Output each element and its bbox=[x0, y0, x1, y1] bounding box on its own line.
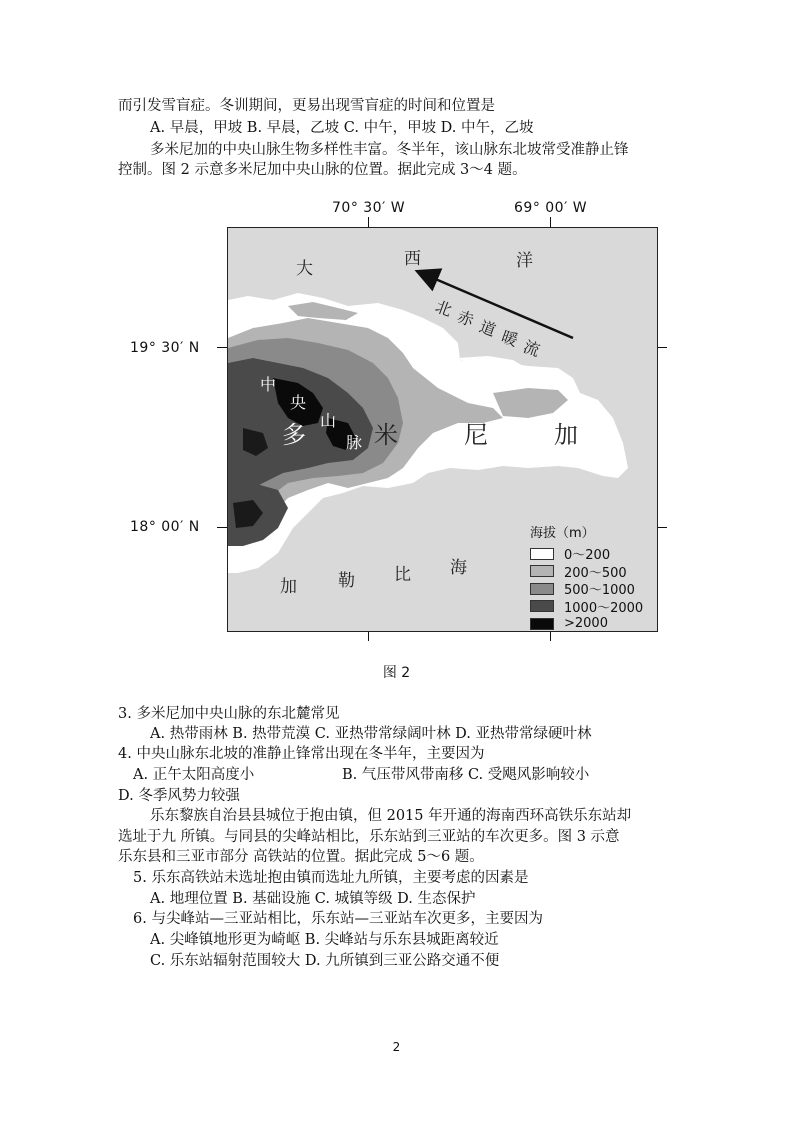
legend-item bbox=[530, 563, 650, 581]
legend-label: >2000 bbox=[564, 616, 608, 632]
question-5: 5. 乐东高铁站未选址抱由镇而选址九所镇，主要考虑的因素是 bbox=[133, 870, 529, 886]
legend-item bbox=[530, 615, 650, 632]
tick-mark bbox=[657, 527, 667, 528]
question-6: 6. 与尖峰站—三亚站相比，乐东站—三亚站车次更多，主要因为 bbox=[133, 911, 543, 927]
ocean-label: 大 bbox=[296, 259, 313, 279]
current-label: 道 bbox=[476, 316, 499, 341]
current-label: 流 bbox=[520, 336, 543, 361]
ocean-label: 西 bbox=[404, 249, 421, 269]
question-option: D. 冬季风势力较强 bbox=[118, 788, 240, 804]
country-label: 米 bbox=[374, 421, 398, 449]
tick-mark bbox=[368, 217, 369, 227]
sea-label: 加 bbox=[280, 577, 297, 597]
question-option: B. 气压带风带南移 C. 受飓风影响较小 bbox=[342, 767, 590, 783]
legend-item bbox=[530, 598, 650, 616]
legend-swatch bbox=[530, 548, 554, 560]
latitude-label-bottom: 18° 00′ N bbox=[130, 519, 200, 535]
mountain-label: 山 bbox=[320, 411, 337, 430]
legend-swatch bbox=[530, 618, 554, 630]
legend-item bbox=[530, 545, 650, 563]
text-line: 乐东县和三亚市部分 高铁站的位置。据此完成 5～6 题。 bbox=[118, 849, 484, 865]
country-label: 加 bbox=[554, 421, 578, 449]
tick-mark bbox=[368, 631, 369, 641]
tick-mark bbox=[217, 527, 227, 528]
current-label: 赤 bbox=[454, 306, 477, 331]
legend-label: 500～1000 bbox=[564, 583, 635, 599]
legend-swatch bbox=[530, 600, 554, 612]
question-3: 3. 多米尼加中央山脉的东北麓常见 bbox=[118, 706, 340, 722]
text-line: 多米尼加的中央山脉生物多样性丰富。冬半年，该山脉东北坡常受准静止锋 bbox=[150, 142, 629, 158]
legend-swatch bbox=[530, 565, 554, 577]
country-label: 多 bbox=[282, 421, 306, 449]
longitude-label-left: 70° 30′ W bbox=[332, 200, 406, 216]
longitude-label-right: 69° 00′ W bbox=[514, 200, 588, 216]
elevation-legend bbox=[530, 522, 650, 632]
legend-item bbox=[530, 580, 650, 598]
dominican-map bbox=[227, 227, 658, 632]
legend-label: 200～500 bbox=[564, 565, 627, 581]
tick-mark bbox=[657, 347, 667, 348]
tick-mark bbox=[550, 631, 551, 641]
legend-label: 1000～2000 bbox=[564, 600, 644, 616]
text-line: 而引发雪盲症。冬训期间，更易出现雪盲症的时间和位置是 bbox=[118, 98, 495, 114]
country-label: 尼 bbox=[464, 421, 488, 449]
mountain-label: 脉 bbox=[346, 433, 363, 452]
tick-mark bbox=[550, 217, 551, 227]
text-line: 控制。图 2 示意多米尼加中央山脉的位置。据此完成 3～4 题。 bbox=[118, 162, 527, 178]
question-options: C. 乐东站辐射范围较大 D. 九所镇到三亚公路交通不便 bbox=[150, 953, 500, 969]
legend-title: 海拔（m） bbox=[530, 526, 595, 541]
legend-label: 0～200 bbox=[564, 548, 611, 564]
question-options: A. 早晨，甲坡 B. 早晨，乙坡 C. 中午，甲坡 D. 中午，乙坡 bbox=[150, 120, 534, 136]
question-options: A. 尖峰镇地形更为崎岖 B. 尖峰站与乐东县城距离较近 bbox=[150, 932, 499, 948]
tick-mark bbox=[217, 347, 227, 348]
legend-swatch bbox=[530, 583, 554, 595]
mountain-label: 央 bbox=[290, 393, 307, 412]
text-line: 乐东黎族自治县县城位于抱由镇，但 2015 年开通的海南西环高铁乐东站却 bbox=[150, 808, 632, 824]
current-label: 暖 bbox=[498, 326, 521, 351]
latitude-label-top: 19° 30′ N bbox=[130, 340, 200, 356]
figure-caption: 图 2 bbox=[382, 665, 411, 681]
question-option: A. 正午太阳高度小 bbox=[133, 767, 255, 783]
text-line: 选址于九 所镇。与同县的尖峰站相比，乐东站到三亚站的车次更多。图 3 示意 bbox=[118, 829, 620, 845]
sea-label: 比 bbox=[394, 565, 411, 585]
mountain-label: 中 bbox=[260, 375, 277, 394]
ocean-label: 洋 bbox=[516, 251, 533, 271]
page-number: 2 bbox=[392, 1040, 401, 1054]
question-options: A. 热带雨林 B. 热带荒漠 C. 亚热带常绿阔叶林 D. 亚热带常绿硬叶林 bbox=[150, 726, 592, 742]
sea-label: 海 bbox=[450, 558, 467, 578]
current-label: 北 bbox=[432, 296, 455, 321]
question-4: 4. 中央山脉东北坡的准静止锋常出现在冬半年，主要因为 bbox=[118, 746, 485, 762]
question-options: A. 地理位置 B. 基础设施 C. 城镇等级 D. 生态保护 bbox=[150, 891, 476, 907]
sea-label: 勒 bbox=[338, 571, 355, 591]
